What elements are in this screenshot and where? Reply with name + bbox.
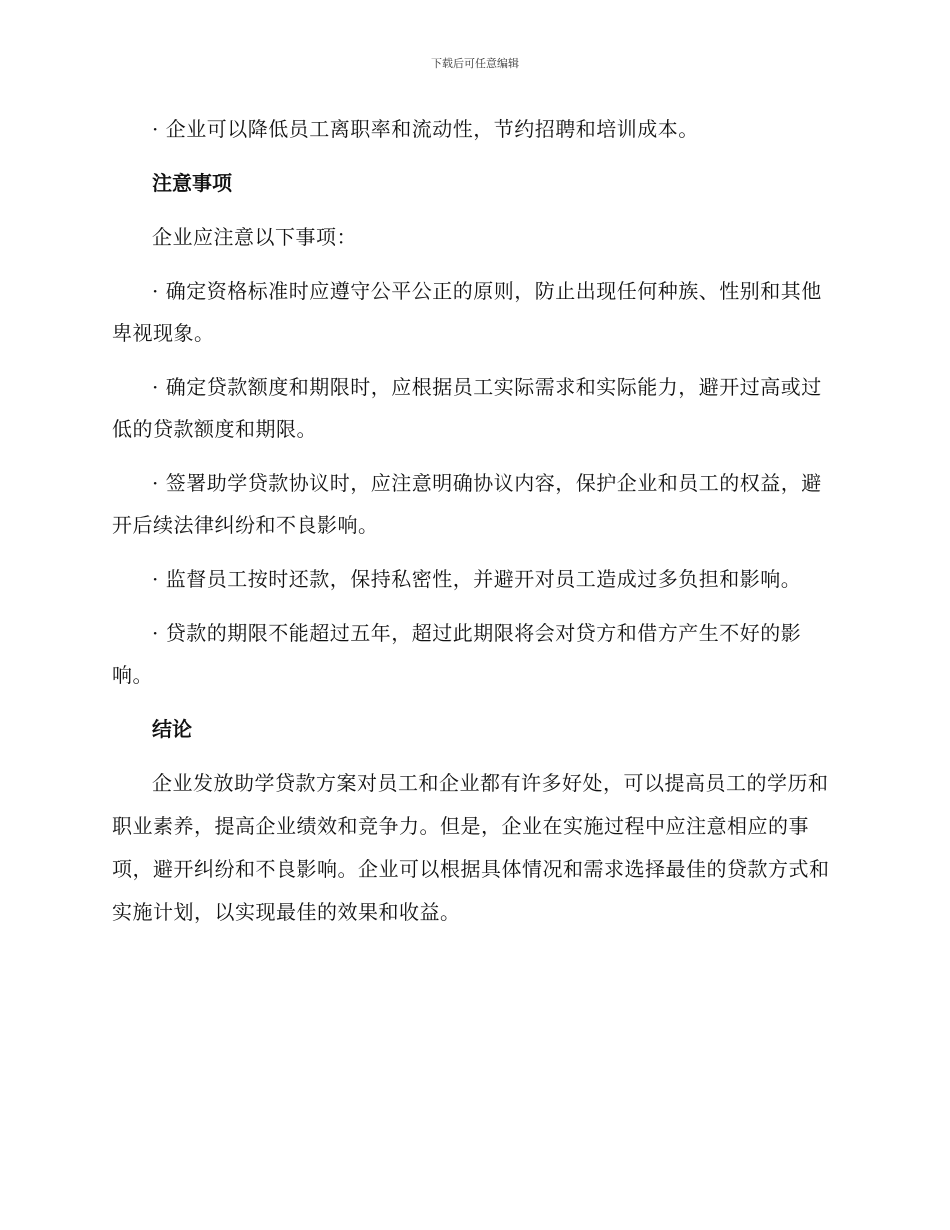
document-body bbox=[112, 108, 832, 946]
paragraph-loan-amount: · 确定贷款额度和期限时，应根据员工实际需求和实际能力，避开过高或过低的贷款额度和期限。 bbox=[112, 375, 822, 441]
paragraph-cost-saving: · 企业可以降低员工离职率和流动性，节约招聘和培训成本。 bbox=[152, 117, 699, 141]
section-heading-conclusion: 结论 bbox=[152, 717, 192, 741]
header-note: 下载后可任意编辑 bbox=[431, 57, 519, 70]
paragraph-agreement: · 签署助学贷款协议时，应注意明确协议内容，保护企业和员工的权益，避开后续法律纠纷和不良影响。 bbox=[112, 471, 822, 537]
paragraph-repayment: · 监督员工按时还款，保持私密性，并避开对员工造成过多负担和影响。 bbox=[152, 567, 802, 591]
paragraph-eligibility: · 确定资格标准时应遵守公平公正的原则，防止出现任何种族、性别和其他卑视现象。 bbox=[112, 279, 822, 345]
paragraph-notes-intro: 企业应注意以下事项： bbox=[152, 225, 357, 249]
paragraph-loan-term: · 贷款的期限不能超过五年，超过此期限将会对贷方和借方产生不好的影响。 bbox=[112, 621, 802, 687]
section-heading-notes: 注意事项 bbox=[152, 171, 232, 195]
paragraph-conclusion: 企业发放助学贷款方案对员工和企业都有许多好处，可以提高员工的学历和职业素养，提高企业绩效和竞争力。但是，企业在实施过程中应注意相应的事项，避开纠纷和不良影响。企业可以根据具体情况和需求选择最佳的贷款方式和实施计划，以实现最佳的效果和收益。 bbox=[112, 771, 830, 924]
